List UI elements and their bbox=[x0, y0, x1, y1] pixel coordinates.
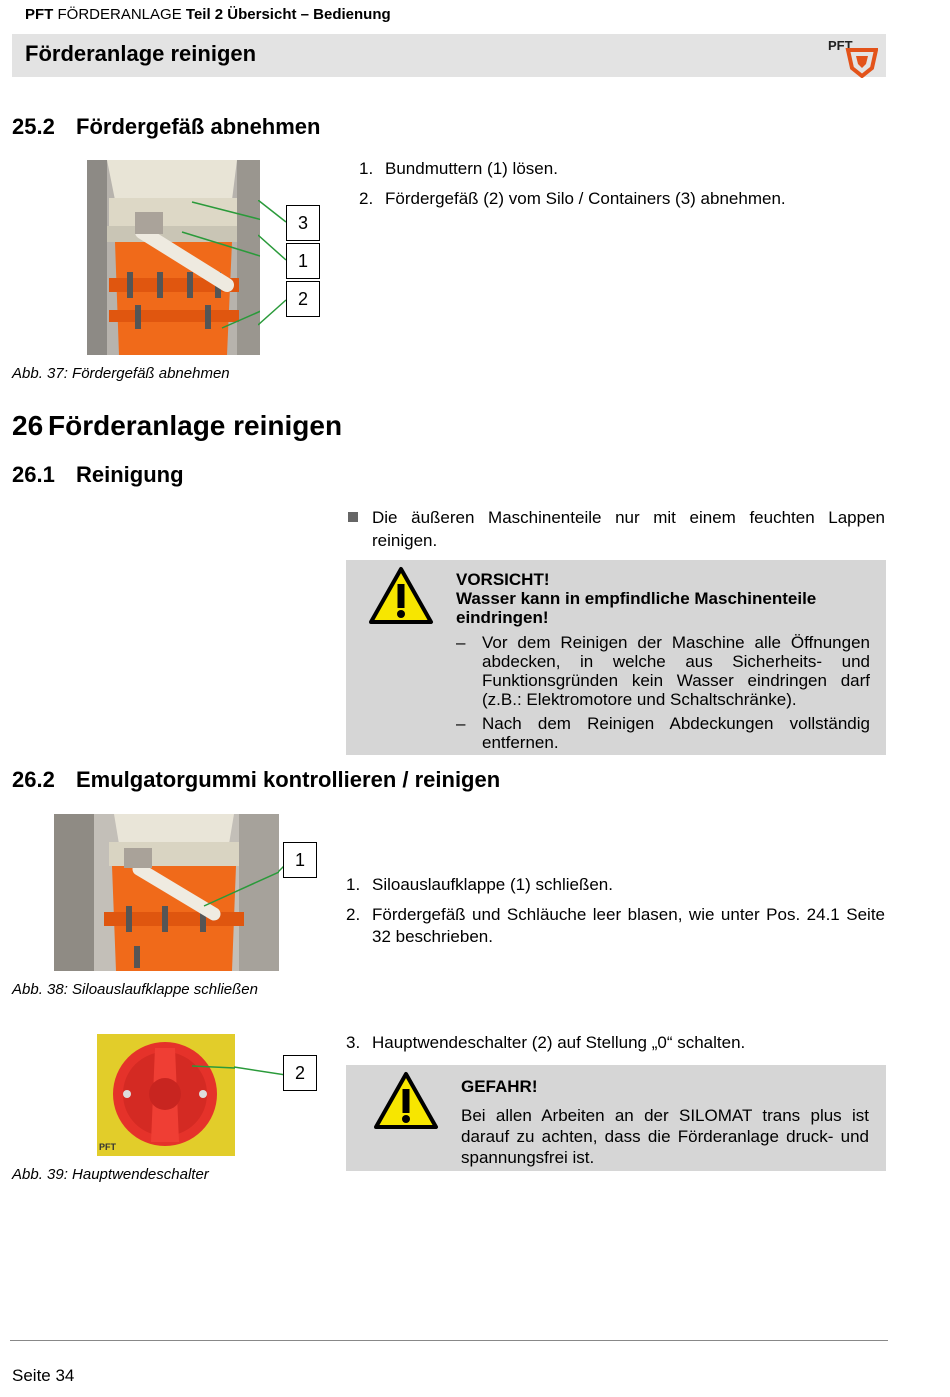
callout-lines-25-2 bbox=[258, 200, 288, 340]
step-number: 1. bbox=[359, 159, 374, 178]
switch-brand-label: PFT bbox=[99, 1142, 116, 1152]
section-25-2-heading bbox=[12, 114, 320, 140]
bullet-text: Die äußeren Maschinenteile nur mit einem feuchten Lappen reinigen. bbox=[372, 508, 885, 550]
caution-item bbox=[456, 714, 870, 752]
step-number: 2. bbox=[346, 905, 361, 924]
step-item bbox=[346, 874, 885, 896]
step-number: 2. bbox=[359, 189, 374, 208]
step-item bbox=[346, 904, 885, 948]
dash-glyph: – bbox=[456, 714, 466, 733]
chapter-bar bbox=[12, 34, 886, 77]
caution-headline: Wasser kann in empfindliche Maschinenteile eindringen! bbox=[456, 589, 817, 627]
step-text: Fördergefäß (2) vom Silo / Containers (3) abnehmen. bbox=[385, 189, 786, 208]
caution-text bbox=[456, 570, 870, 757]
callout-1: 1 bbox=[286, 243, 320, 279]
header-brand: PFT bbox=[25, 6, 54, 23]
step-number: 3. bbox=[346, 1033, 361, 1052]
step-number: 1. bbox=[346, 875, 361, 894]
figure-caption-39: Abb. 39: Hauptwendeschalter bbox=[12, 1166, 209, 1183]
warning-triangle-icon bbox=[368, 566, 434, 626]
section-title: Reinigung bbox=[76, 462, 184, 487]
dash-glyph: – bbox=[456, 633, 466, 652]
caution-item bbox=[456, 633, 870, 709]
step-item bbox=[359, 188, 879, 210]
caution-box bbox=[346, 560, 886, 755]
square-bullet-icon bbox=[348, 512, 358, 522]
step-item bbox=[359, 158, 879, 180]
caution-item-text: Vor dem Reinigen der Maschine alle Öffnungen abdecken, in welche aus Sicherheits- und Funktionsgründen kein Wasser eindringen darf (z.B.: Elektromotore und Schaltschränke). bbox=[482, 633, 870, 709]
danger-label: GEFAHR! bbox=[461, 1077, 538, 1096]
danger-body: Bei allen Arbeiten an der SILOMAT trans plus ist darauf zu achten, dass die Förderanlage druck- und spannungsfrei ist. bbox=[461, 1106, 869, 1167]
callout-2-switch: 2 bbox=[283, 1055, 317, 1091]
header-part: Teil 2 Übersicht – Bedienung bbox=[185, 6, 391, 23]
danger-triangle-icon bbox=[373, 1071, 439, 1131]
photo-hauptwendeschalter bbox=[97, 1034, 235, 1156]
footer-rule bbox=[10, 1340, 888, 1341]
bullet-item bbox=[372, 506, 885, 552]
pft-logo bbox=[826, 38, 878, 78]
section-number: 26.1 bbox=[12, 462, 55, 487]
photo-foerdergefaess bbox=[87, 160, 260, 355]
step-text: Bundmuttern (1) lösen. bbox=[385, 159, 558, 178]
caution-item-text: Nach dem Reinigen Abdeckungen vollständig entfernen. bbox=[482, 714, 870, 752]
caution-list bbox=[456, 633, 870, 752]
chapter-title: Förderanlage reinigen bbox=[25, 41, 257, 66]
running-header bbox=[25, 6, 391, 23]
step-item bbox=[346, 1032, 885, 1054]
section-number: 26.2 bbox=[12, 767, 55, 792]
chapter-heading-title: Förderanlage reinigen bbox=[48, 410, 343, 441]
logo-text: PFT bbox=[828, 38, 853, 53]
section-26-2-heading bbox=[12, 767, 500, 793]
chapter-26-heading bbox=[12, 410, 342, 442]
callout-3: 3 bbox=[286, 205, 320, 241]
caution-label: VORSICHT! bbox=[456, 570, 550, 589]
danger-text bbox=[461, 1076, 869, 1168]
section-26-1-heading bbox=[12, 462, 184, 488]
header-product: FÖRDERANLAGE bbox=[57, 6, 182, 23]
figure-caption-37: Abb. 37: Fördergefäß abnehmen bbox=[12, 365, 230, 382]
steps-26-2-b bbox=[346, 1032, 885, 1062]
figure-caption-38: Abb. 38: Siloauslaufklappe schließen bbox=[12, 981, 258, 998]
section-number: 25.2 bbox=[12, 114, 55, 139]
danger-box bbox=[346, 1065, 886, 1171]
section-title: Emulgatorgummi kontrollieren / reinigen bbox=[76, 767, 501, 792]
steps-26-2 bbox=[346, 874, 885, 956]
callout-1-emulgator: 1 bbox=[283, 842, 317, 878]
step-text: Fördergefäß und Schläuche leer blasen, wie unter Pos. 24.1 Seite 32 beschrieben. bbox=[372, 905, 885, 946]
callout-2: 2 bbox=[286, 281, 320, 317]
callout-line-26-2-b bbox=[234, 1063, 286, 1077]
steps-25-2 bbox=[359, 158, 879, 218]
photo-siloauslaufklappe bbox=[54, 814, 279, 971]
section-title: Fördergefäß abnehmen bbox=[76, 114, 321, 139]
chapter-number: 26 bbox=[12, 410, 44, 441]
page-number: Seite 34 bbox=[12, 1366, 75, 1385]
step-text: Siloauslaufklappe (1) schließen. bbox=[372, 875, 613, 894]
step-text: Hauptwendeschalter (2) auf Stellung „0“ schalten. bbox=[372, 1033, 746, 1052]
